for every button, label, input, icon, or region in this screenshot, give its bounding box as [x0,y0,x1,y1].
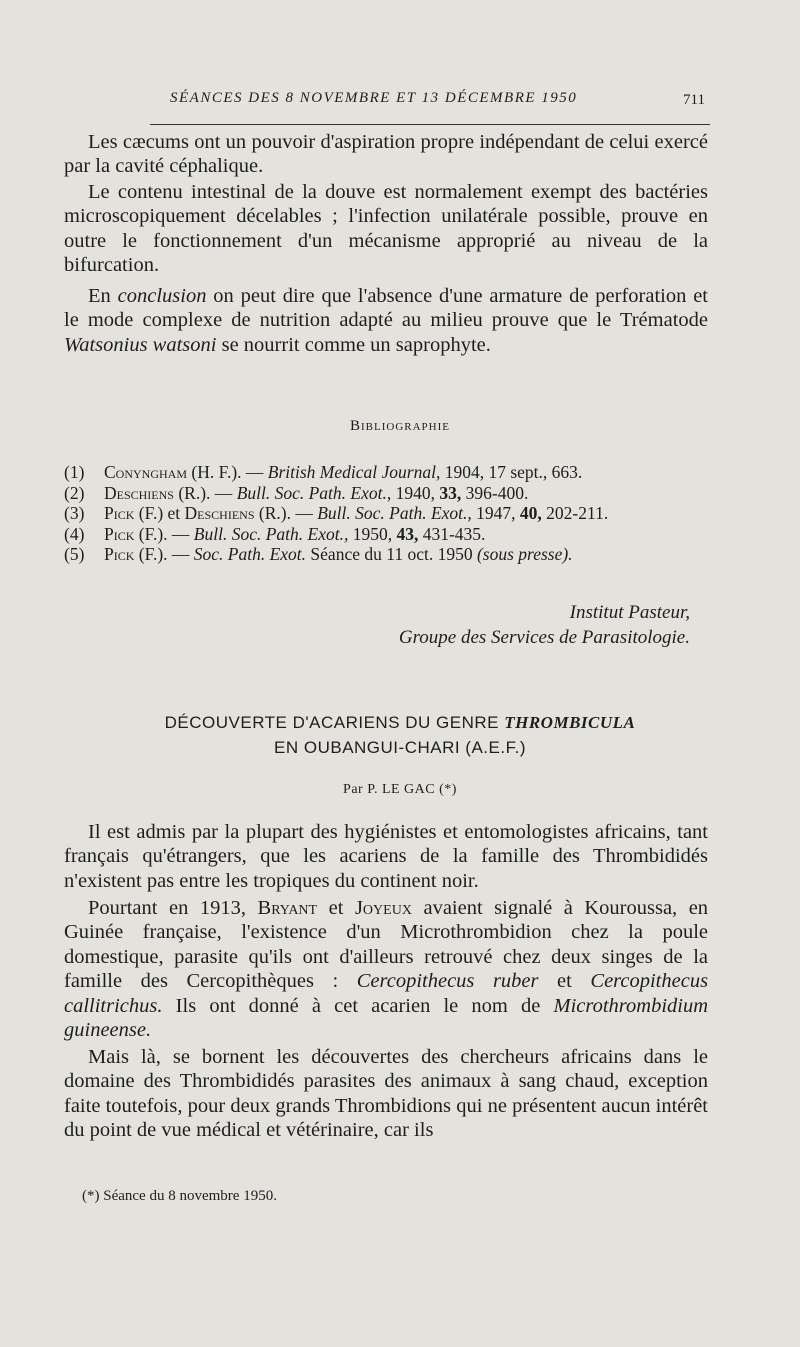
bibliography-entry [64,462,714,483]
p2-start: Pourtant en 1913, [88,897,246,919]
entry-volume: 33, [439,482,462,503]
entry-details: 396-400. [465,482,529,503]
entry-number: (2) [64,482,85,503]
entry-year: 1950, [352,523,393,544]
entry-author-initials: (R.). — [258,503,313,523]
affiliation [399,600,690,650]
affiliation-institute: Institut Pasteur, [569,602,690,623]
footnote: (*) Séance du 8 novembre 1950. [82,1188,277,1204]
title-genus: THROMBICULA [504,713,636,732]
entry-volume: 40, [519,503,542,523]
running-head [0,86,800,116]
intro-paragraph-2: Le contenu intestinal de la douve est normalement exempt des bactéries microscopiquement décelables ; l'infection unilatérale possible, prouve en outre le fonctionnement d'un mécanisme approprié au niveau de la bifurcation. [64,181,708,277]
p2-mid-2: Ils ont donné à cet acarien le nom de [175,994,541,1017]
page-number: 711 [683,92,705,108]
entry-number: (1) [64,462,85,482]
entry-year: 1947, [476,503,516,523]
entry-author-initials: (R.). — [178,482,233,503]
entry-author-mid: (F.) et [138,503,181,523]
article-title-line-1 [0,710,800,735]
article-title-line-2: EN OUBANGUI-CHARI (A.E.F.) [274,738,526,757]
entry-author-initials: (F.). — [138,523,190,544]
byline: Par P. LE GAC (*) [343,782,457,797]
entry-journal: Bull. Soc. Path. Exot., [236,482,392,503]
entry-author: Conyngham [104,462,188,482]
species-microthrombidium: Microthrombidium guineense. [64,994,709,1042]
species-cercopithecus-callitrichus: Cercopithecus callitrichus. [64,970,709,1017]
entry-number: (3) [64,503,85,523]
bibliography-entry [64,544,714,565]
entry-author: Pick [104,523,135,544]
running-title: SÉANCES DES 8 NOVEMBRE ET 13 DÉCEMBRE 1950 [170,90,578,106]
body-paragraph-2 [64,896,708,1042]
p2-and-2: et [557,970,572,993]
entry-journal: Soc. Path. Exot. [193,544,307,564]
bibliography-entry [64,503,714,524]
entry-details: Séance du 11 oct. 1950 [310,544,473,564]
body-paragraph-1: Il est admis par la plupart des hygiénistes et entomologistes africains, tant français qu'étrangers, que les acariens de la famille des Thrombididés n'existent pas entre les tropiques du continent noir. [64,821,708,892]
conclusion-text-1: on peut dire que l'absence d'une armature de perforation et le mode complexe de nutrition adapté au milieu prouve que le Trématode [64,285,709,332]
conclusion-lead: En [88,285,111,307]
bibliography-list [64,462,714,565]
entry-number: (5) [64,544,85,564]
header-rule [150,124,710,125]
entry-journal: Bull. Soc. Path. Exot., [193,523,349,544]
entry-author-initials: (H. F.). — [191,462,264,482]
conclusion-text-2: se nourrit comme un saprophyte. [221,333,491,356]
entry-details: 431-435. [422,523,486,544]
author-bryant: Bryant [257,897,318,919]
entry-details: 1904, 17 sept., 663. [444,462,583,482]
author-joyeux: Joyeux [354,897,412,919]
footnote-rule [64,1170,174,1171]
entry-author-2: Deschiens [184,503,255,523]
entry-author-initials: (F.). — [138,544,190,564]
entry-volume: 43, [396,523,419,544]
entry-number: (4) [64,523,85,544]
entry-journal: British Medical Journal, [267,462,441,482]
p2-and: et [328,897,344,919]
entry-year: 1940, [395,482,435,503]
p2-mid: avaient signalé à Kouroussa, en Guinée française, l'existence d'un Microthrombidion chez la poule domestique, parasite qu'ils ont d'ailleurs retrouvé chez deux singes de la famille des Cercopithèques : [64,897,709,993]
entry-journal: Bull. Soc. Path. Exot., [317,503,472,523]
species-name: Watsonius watsoni [64,333,217,356]
bibliography-entry [64,483,714,504]
entry-details: 202-211. [546,503,609,523]
bibliography-entry [64,524,714,545]
conclusion-word: conclusion [117,285,207,307]
affiliation-group: Groupe des Services de Parasitologie. [398,627,690,648]
entry-author: Deschiens [104,482,174,503]
article-title [0,710,800,760]
entry-author: Pick [104,503,135,523]
entry-note: (sous presse). [476,544,573,564]
title-prefix: DÉCOUVERTE D'ACARIENS DU GENRE [164,713,499,732]
body-paragraph-3: Mais là, se bornent les découvertes des chercheurs africains dans le domaine des Thrombididés parasites des animaux à sang chaud, exception faite toutefois, pour deux grands Thrombidions qui ne présentent aucun intérêt du point de vue médical et vétérinaire, car ils [64,1046,708,1142]
intro-paragraph-1: Les cæcums ont un pouvoir d'aspiration propre indépendant de celui exercé par la cavité céphalique. [64,131,708,178]
entry-author: Pick [104,544,135,564]
intro-paragraph-3 [64,284,708,357]
species-cercopithecus-ruber: Cercopithecus ruber [356,970,539,993]
bibliography-heading: Bibliographie [350,418,450,434]
